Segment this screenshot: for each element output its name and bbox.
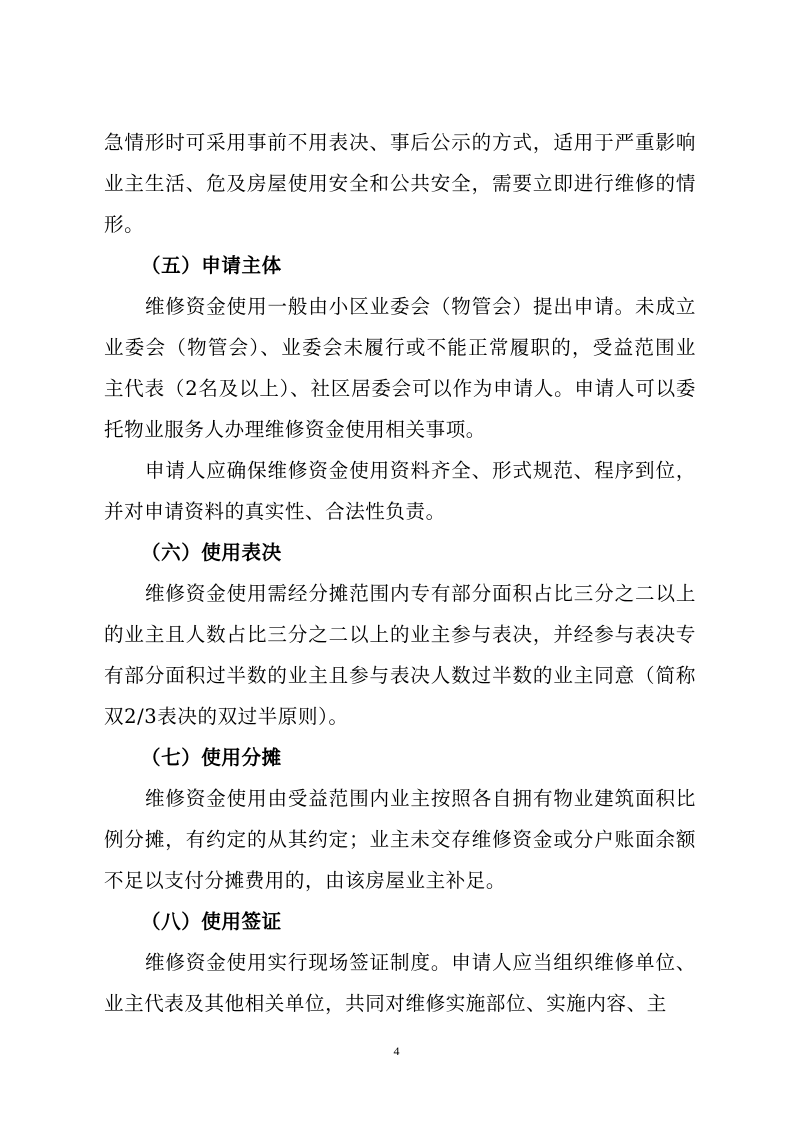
document-body xyxy=(104,122,696,1024)
paragraph-voting: 维修资金使用需经分摊范围内专有部分面积占比三分之二以上的业主且人数占比三分之二以上的业主参与表决，并经参与表决专有部分面积过半数的业主且参与表决人数过半数的业主同意（简称双2/3表决的双过半原则）。 xyxy=(104,582,696,728)
paragraph-application-subject: 维修资金使用一般由小区业委会（物管会）提出申请。未成立业委会（物管会）、业委会未履行或不能正常履职的，受益范围业主代表（2名及以上）、社区居委会可以作为申请人。申请人可以委托物业服务人办理维修资金使用相关事项。 xyxy=(104,295,696,441)
paragraph-continuation: 急情形时可采用事前不用表决、事后公示的方式，适用于严重影响业主生活、危及房屋使用安全和公共安全，需要立即进行维修的情形。 xyxy=(104,131,696,236)
paragraph-cost-sharing: 维修资金使用由受益范围内业主按照各自拥有物业建筑面积比例分摊，有约定的从其约定；业主未交存维修资金或分户账面余额不足以支付分摊费用的，由该房屋业主补足。 xyxy=(104,787,696,892)
section-heading-site-visa: （八）使用签证 xyxy=(141,910,282,933)
section-heading-cost-sharing: （七）使用分摊 xyxy=(141,746,282,769)
paragraph-site-visa: 维修资金使用实行现场签证制度。申请人应当组织维修单位、业主代表及其他相关单位，共同对维修实施部位、实施内容、主 xyxy=(104,951,696,1015)
section-heading-application-subject: （五）申请主体 xyxy=(141,254,282,277)
section-heading-voting: （六）使用表决 xyxy=(141,541,282,564)
paragraph-applicant-responsibility: 申请人应确保维修资金使用资料齐全、形式规范、程序到位，并对申请资料的真实性、合法性负责。 xyxy=(104,459,696,523)
page-number: 4 xyxy=(393,1044,400,1058)
